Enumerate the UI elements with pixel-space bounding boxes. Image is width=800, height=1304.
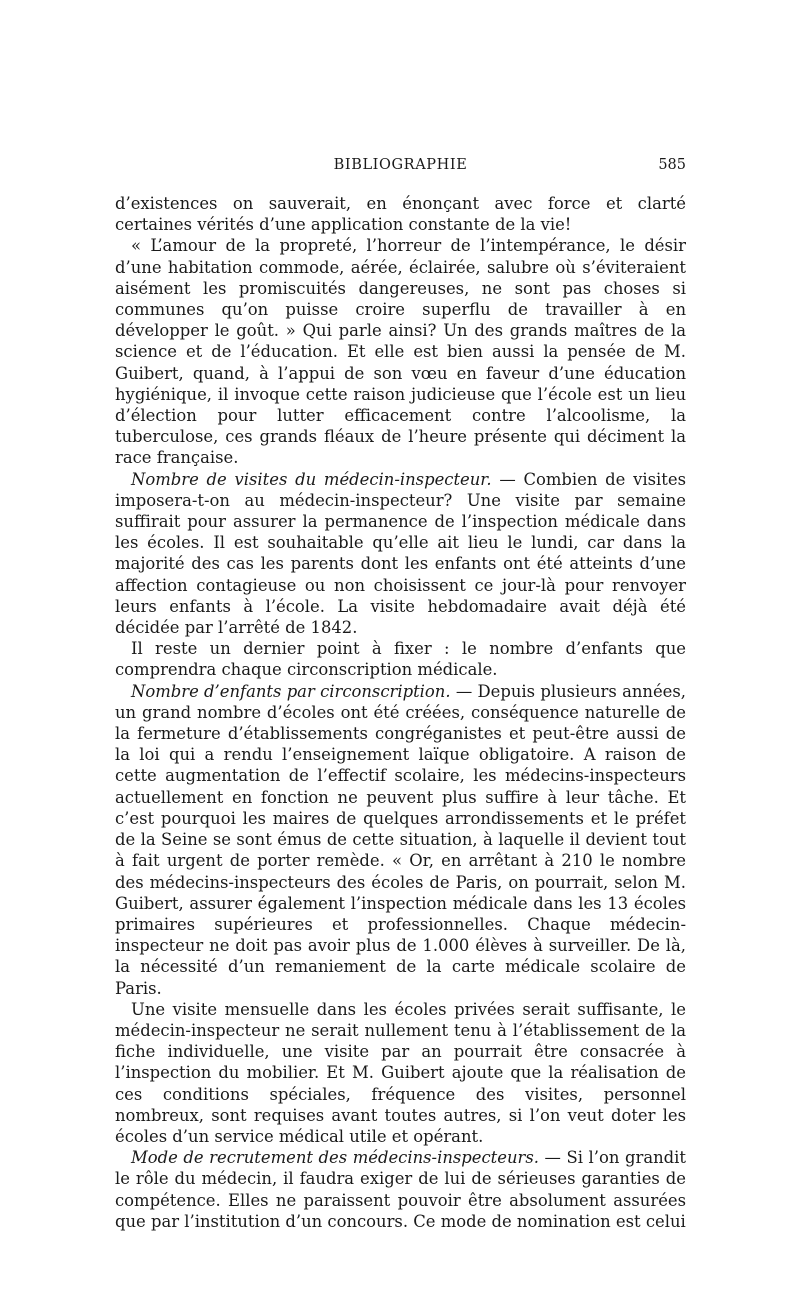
paragraph-last-point <box>115 638 686 680</box>
section-title: Nombre de visites du médecin-inspecteur. <box>131 469 492 489</box>
paragraph-visit-frequency <box>115 469 686 639</box>
paragraph-children-per-district <box>115 681 686 999</box>
paragraph-continuation <box>115 193 686 235</box>
page-number: 585 <box>658 157 686 173</box>
paragraph-private-schools <box>115 999 686 1147</box>
section-title: Mode de recrutement des médecins-inspecteurs. <box>131 1148 539 1168</box>
page-body <box>115 193 686 1232</box>
section-title: Nombre d’enfants par circonscription. <box>131 681 451 701</box>
page-header <box>115 157 686 181</box>
paragraph-text: — Si l’on grandit le rôle du médecin, il faudra exiger de lui de sérieuses garanties de compétence. Elles ne paraissent pouvoir être absolument assurées que par l’institution d’un concours. Ce mode de nomination est celui <box>115 1148 686 1231</box>
paragraph-text: — Depuis plusieurs années, un grand nombre d’écoles ont été créées, conséquence naturelle de la fermeture d’établissements congréganistes et peut-être aussi de la loi qui a rendu l’enseignement laïque obligatoire. A raison de cette augmentation de l’effectif scolaire, les médecins-inspecteurs actuellement en fonction ne peuvent plus suffire à leur tâche. Et c’est pourquoi les maires de quelques arrondissements et le préfet de la Seine se sont émus de cette situation, à laquelle il devient tout à fait urgent de porter remède. « Or, en arrêtant à 210 le nombre des médecins-inspecteurs des écoles de Paris, on pourrait, selon M. Guibert, assurer également l’inspection médicale dans les 13 écoles primaires supérieures et professionnelles. Chaque médecin-inspecteur ne doit pas avoir plus de 1.000 élèves à surveiller. De là, la nécessité d’un remaniement de la carte médicale scolaire de Paris. <box>115 681 686 998</box>
paragraph-recruitment <box>115 1147 686 1232</box>
paragraph-quote-hygiene <box>115 235 686 468</box>
paragraph-text: Une visite mensuelle dans les écoles privées serait suffisante, le médecin-inspecteur ne serait nullement tenu à l’établissement de la fiche individuelle, une visite par an pourrait être consacrée à l’inspection du mobilier. Et M. Guibert ajoute que la réalisation de ces conditions spéciales, fréquence des visites, personnel nombreux, sont requises avant toutes autres, si l’on veut doter les écoles d’un service médical utile et opérant. <box>115 999 686 1146</box>
paragraph-text: — Combien de visites imposera-t-on au médecin-inspecteur? Une visite par semaine suffirait pour assurer la permanence de l’inspection médicale dans les écoles. Il est souhaitable qu’elle ait lieu le lundi, car dans la majorité des cas les parents dont les enfants ont été atteints d’une affection contagieuse ou non choisissent ce jour-là pour renvoyer leurs enfants à l’école. La visite hebdomadaire avait déjà été décidée par l’arrêté de 1842. <box>115 469 686 638</box>
paragraph-text: Il reste un dernier point à fixer : le nombre d’enfants que comprendra chaque circonscription médicale. <box>115 639 686 680</box>
paragraph-text: « L’amour de la propreté, l’horreur de l’intempérance, le désir d’une habitation commode, aérée, éclairée, salubre où s’éviteraient aisément les promiscuités dangereuses, ne sont pas choses si communes qu’on puisse croire superflu de travailler à en développer le goût. » Qui parle ainsi? Un des grands maîtres de la science et de l’éducation. Et elle est bien aussi la pensée de M. Guibert, quand, à l’appui de son vœu en faveur d’une éducation hygiénique, il invoque cette raison judicieuse que l’école est un lieu d’élection pour lutter efficacement contre l’alcoolisme, la tuberculose, ces grands fléaux de l’heure présente qui déciment la race française. <box>115 236 686 468</box>
paragraph-text: d’existences on sauverait, en énonçant avec force et clarté certaines vérités d’une application constante de la vie! <box>115 194 686 235</box>
running-title: BIBLIOGRAPHIE <box>333 157 468 173</box>
